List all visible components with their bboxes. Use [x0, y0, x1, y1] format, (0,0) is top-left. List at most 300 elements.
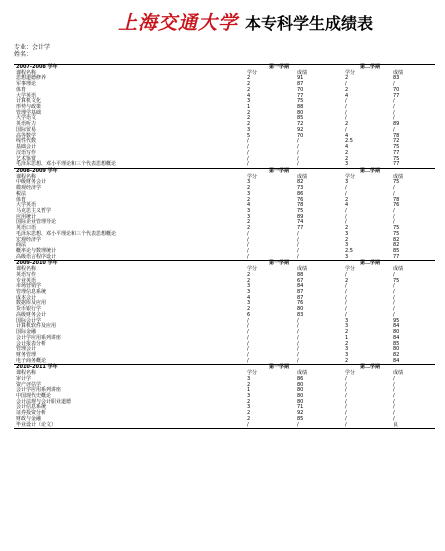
course-name: 管理信息系统: [16, 289, 47, 296]
term1-credit: /: [247, 357, 249, 364]
term2-score: /: [393, 283, 395, 290]
term2-score: /: [393, 375, 395, 382]
term2-score: 良: [393, 421, 399, 428]
score-column-heading: 成绩: [297, 69, 308, 76]
term1-score: /: [297, 317, 299, 324]
term1-credit: /: [247, 253, 249, 260]
term2-credit: /: [345, 109, 347, 116]
term1-credit: /: [247, 351, 249, 358]
term1-credit: /: [247, 149, 249, 156]
course-name: 会计学应用系列讲座: [16, 334, 62, 341]
credit-column-heading: 学分: [247, 370, 258, 377]
term2-score: /: [393, 185, 395, 192]
term2-credit: /: [345, 271, 347, 278]
term1-score: /: [297, 334, 299, 341]
term1-score: 85: [297, 115, 304, 122]
term1-credit: 3: [247, 98, 251, 105]
term1-score: /: [297, 149, 299, 156]
term2-credit: 2: [345, 86, 349, 93]
course-column-heading: 课程名称: [16, 370, 37, 377]
term2-score: 84: [393, 323, 400, 330]
score-column-heading: 成绩: [393, 69, 404, 76]
term1-credit: /: [247, 155, 249, 162]
term1-score: 92: [297, 410, 304, 417]
year-section: [14, 365, 435, 428]
term1-credit: 3: [247, 289, 251, 296]
term2-credit: /: [345, 387, 347, 394]
term1-score: 73: [297, 185, 304, 192]
term1-credit: /: [247, 323, 249, 330]
term2-credit: 4: [345, 202, 349, 209]
course-name: 形势与政策: [16, 104, 42, 111]
course-name: 会计学应用系列讲座: [16, 387, 62, 394]
term1-score: 76: [297, 196, 304, 203]
score-column-heading: 成绩: [297, 266, 308, 273]
course-name: 英语口语: [16, 225, 37, 232]
term2-credit: 2: [345, 75, 349, 82]
term1-score: 70: [297, 132, 304, 139]
term1-credit: 4: [247, 202, 251, 209]
term1-score: 80: [297, 109, 304, 116]
year-section: [14, 169, 435, 262]
course-name: 大学英语: [16, 92, 37, 99]
term1-credit: 5: [247, 132, 251, 139]
term1-score: /: [297, 144, 299, 151]
name-line: 姓名：: [14, 51, 33, 58]
term2-credit: /: [345, 81, 347, 88]
term2-credit: /: [345, 300, 347, 307]
term2-score: 70: [393, 86, 400, 93]
score-column-heading: 成绩: [297, 173, 308, 180]
term1-credit: 6: [247, 311, 251, 318]
term2-score: 85: [393, 340, 400, 347]
term1-credit: 3: [247, 207, 251, 214]
term2-score: 72: [393, 138, 400, 145]
term1-credit: 2: [247, 109, 251, 116]
term2-score: /: [393, 213, 395, 220]
term1-score: /: [297, 161, 299, 168]
term2-score: 76: [393, 202, 400, 209]
course-name: 艺术鉴赏: [16, 155, 37, 162]
term2-credit: 3: [345, 317, 349, 324]
term1-credit: /: [247, 248, 249, 254]
term2-credit: /: [345, 126, 347, 133]
term1-credit: /: [247, 329, 249, 336]
score-column-heading: 成绩: [393, 266, 404, 273]
course-name: 财政与金融: [16, 415, 42, 422]
term2-credit: /: [345, 404, 347, 411]
term2-credit: 3: [345, 253, 349, 260]
term1-credit: 2: [247, 196, 251, 203]
term1-score: 71: [297, 404, 304, 411]
term1-credit: 2: [247, 86, 251, 93]
term2-score: 75: [393, 277, 400, 284]
term2-score: 84: [393, 334, 400, 341]
term2-score: /: [393, 381, 395, 388]
term2-credit: /: [345, 207, 347, 214]
term1-credit: /: [247, 144, 249, 151]
term2-heading: 第二学期: [360, 167, 381, 174]
term1-score: /: [297, 340, 299, 347]
transcript-header: [0, 8, 445, 36]
term1-score: 82: [297, 179, 304, 186]
credit-column-heading: 学分: [345, 370, 356, 377]
term2-credit: /: [345, 311, 347, 318]
term2-credit: /: [345, 294, 347, 301]
term1-credit: 2: [247, 115, 251, 122]
course-name: 市场营销学: [16, 283, 42, 290]
term1-score: 75: [297, 207, 304, 214]
term1-score: /: [297, 351, 299, 358]
page-title: 本专科学生成绩表: [245, 14, 374, 33]
term2-credit: /: [345, 392, 347, 399]
term2-score: 82: [393, 351, 400, 358]
term1-credit: /: [247, 317, 249, 324]
course-name: 数据库及应用: [16, 300, 47, 307]
term2-credit: /: [345, 213, 347, 220]
course-column-heading: 课程名称: [16, 266, 37, 273]
course-name: 英语听力: [16, 121, 37, 128]
term1-score: 88: [297, 104, 304, 111]
term2-score: 89: [393, 121, 400, 128]
term2-heading: 第二学期: [360, 260, 381, 267]
term2-score: 77: [393, 149, 400, 156]
term2-score: /: [393, 415, 395, 422]
term1-credit: /: [247, 161, 249, 168]
term1-credit: 2: [247, 306, 251, 313]
course-name: 计算机文化: [16, 98, 42, 105]
term1-score: /: [297, 242, 299, 249]
course-name: 计算机软件及应用: [16, 323, 57, 330]
score-column-heading: 成绩: [297, 370, 308, 377]
term1-score: /: [297, 253, 299, 260]
academic-year-label: 2010-2011 学年: [16, 364, 58, 371]
term2-score: 77: [393, 92, 400, 99]
major-line: 专业：会计学: [14, 44, 51, 51]
score-column-heading: 成绩: [393, 370, 404, 377]
term2-score: 80: [393, 346, 400, 353]
term1-score: /: [297, 329, 299, 336]
term2-score: /: [393, 126, 395, 133]
term2-score: 84: [393, 357, 400, 364]
term2-credit: 2.5: [345, 138, 353, 145]
term2-credit: 2.5: [345, 248, 353, 254]
term2-score: 83: [393, 75, 400, 82]
term1-score: 80: [297, 381, 304, 388]
term1-score: 74: [297, 219, 304, 226]
term2-heading: 第二学期: [360, 364, 381, 371]
term2-score: /: [393, 311, 395, 318]
term1-score: 80: [297, 392, 304, 399]
course-column-heading: 课程名称: [16, 69, 37, 76]
term1-score: 86: [297, 375, 304, 382]
course-name: 思想道德修养: [16, 75, 47, 82]
course-name: 毕业设计（论文）: [16, 421, 57, 428]
term1-credit: 2: [247, 398, 251, 405]
term1-credit: 3: [247, 283, 251, 290]
term2-credit: 2: [345, 155, 349, 162]
term2-credit: /: [345, 306, 347, 313]
term1-credit: 2: [247, 271, 251, 278]
course-name: 国际贸易: [16, 126, 37, 133]
term2-score: /: [393, 398, 395, 405]
term1-credit: 1: [247, 104, 251, 111]
term2-credit: /: [345, 98, 347, 105]
term2-score: 78: [393, 196, 400, 203]
term1-score: 67: [297, 277, 304, 284]
term1-credit: /: [247, 340, 249, 347]
year-section: [14, 261, 435, 365]
course-name: 资产评估学: [16, 381, 42, 388]
term2-score: 82: [393, 242, 400, 249]
term2-score: /: [393, 392, 395, 399]
university-logo: 上海交通大学: [118, 12, 239, 34]
course-column-heading: 课程名称: [16, 173, 37, 180]
term2-score: /: [393, 207, 395, 214]
course-name: 高等数学: [16, 132, 37, 139]
course-name: 财务管理: [16, 351, 37, 358]
term1-score: 72: [297, 121, 304, 128]
term2-score: 75: [393, 155, 400, 162]
term2-score: /: [393, 306, 395, 313]
term2-credit: /: [345, 115, 347, 122]
term1-score: /: [297, 346, 299, 353]
term2-credit: 2: [345, 196, 349, 203]
term1-credit: 2: [247, 277, 251, 284]
term2-score: 78: [393, 132, 400, 139]
credit-column-heading: 学分: [247, 173, 258, 180]
term1-credit: 3: [247, 179, 251, 186]
term1-score: /: [297, 138, 299, 145]
term1-credit: /: [247, 236, 249, 243]
term1-score: /: [297, 155, 299, 162]
term2-credit: /: [345, 375, 347, 382]
course-name: 应用统计: [16, 213, 37, 220]
term2-score: 75: [393, 230, 400, 237]
term1-score: /: [297, 323, 299, 330]
term2-credit: 3: [345, 242, 349, 249]
term2-credit: /: [345, 190, 347, 197]
term1-credit: 1: [247, 387, 251, 394]
academic-year-label: 2008-2009 学年: [16, 167, 58, 174]
term2-credit: 2: [345, 149, 349, 156]
term1-score: 80: [297, 306, 304, 313]
course-name: 概率论与数理统计: [16, 248, 57, 254]
term2-score: 80: [393, 329, 400, 336]
course-name: 会计报表分析: [16, 340, 47, 347]
term2-credit: 3: [345, 323, 349, 330]
credit-column-heading: 学分: [247, 266, 258, 273]
term1-score: 77: [297, 225, 304, 232]
term2-credit: /: [345, 398, 347, 405]
term1-score: 87: [297, 81, 304, 88]
grades-table: [14, 64, 435, 429]
term1-score: /: [297, 421, 299, 428]
term1-score: 91: [297, 75, 304, 82]
course-name: 大学英语: [16, 202, 37, 209]
term2-credit: 4: [345, 132, 349, 139]
term2-credit: 2: [345, 236, 349, 243]
term2-score: /: [393, 289, 395, 296]
term1-score: 78: [297, 202, 304, 209]
course-name: 会计法规与会计职业道德: [16, 398, 72, 405]
term1-credit: 4: [247, 92, 251, 99]
course-name: 会计信息系统: [16, 404, 47, 411]
student-info: [14, 44, 50, 58]
term1-score: 92: [297, 126, 304, 133]
term1-credit: 2: [247, 75, 251, 82]
course-name: 专业英语: [16, 277, 37, 284]
term2-credit: 2: [345, 340, 349, 347]
term1-score: 87: [297, 289, 304, 296]
term1-score: 88: [297, 271, 304, 278]
term2-credit: 2: [345, 357, 349, 364]
course-name: 基础会计: [16, 144, 37, 151]
academic-year-label: 2009-2010 学年: [16, 260, 58, 267]
term2-credit: /: [345, 415, 347, 422]
term2-score: /: [393, 410, 395, 417]
course-name: 管理会计: [16, 346, 37, 353]
term2-score: /: [393, 271, 395, 278]
course-name: 中国现代史概论: [16, 392, 52, 399]
term2-credit: 4: [345, 144, 349, 151]
term1-credit: /: [247, 138, 249, 145]
term1-credit: /: [247, 421, 249, 428]
term1-score: /: [297, 230, 299, 237]
term2-score: 77: [393, 161, 400, 168]
term1-score: 77: [297, 92, 304, 99]
term2-score: 77: [393, 253, 400, 260]
course-name: 军事理论: [16, 81, 37, 88]
course-name: 高级财务会计: [16, 311, 47, 318]
term2-credit: /: [345, 185, 347, 192]
term2-score: /: [393, 190, 395, 197]
course-name: 国际金融: [16, 329, 37, 336]
term1-credit: 2: [247, 121, 251, 128]
course-name: 高级语言程序设计: [16, 253, 57, 260]
course-name: 国际会计学: [16, 317, 42, 324]
course-name: 商法: [16, 242, 27, 249]
course-name: 大学语文: [16, 115, 37, 122]
term2-credit: /: [345, 381, 347, 388]
term1-score: 76: [297, 300, 304, 307]
course-name: 电子商务概论: [16, 357, 47, 364]
term1-heading: 第一学期: [269, 167, 290, 174]
term1-credit: 4: [247, 294, 251, 301]
course-name: 英语写作: [16, 271, 37, 278]
term2-credit: 3: [345, 179, 349, 186]
term1-score: 87: [297, 294, 304, 301]
credit-column-heading: 学分: [345, 69, 356, 76]
term2-credit: 3: [345, 230, 349, 237]
term1-credit: 2: [247, 81, 251, 88]
course-name: 审计学: [16, 375, 32, 382]
course-name: 证券投资分析: [16, 410, 47, 417]
term1-credit: 3: [247, 404, 251, 411]
credit-column-heading: 学分: [345, 266, 356, 273]
term1-credit: 2: [247, 219, 251, 226]
term1-credit: /: [247, 346, 249, 353]
course-name: 货币银行学: [16, 306, 42, 313]
term2-score: /: [393, 109, 395, 116]
term1-score: 80: [297, 387, 304, 394]
term1-score: 75: [297, 98, 304, 105]
term2-score: 75: [393, 225, 400, 232]
term1-score: 70: [297, 86, 304, 93]
term2-credit: /: [345, 410, 347, 417]
course-name: 管理学基础: [16, 109, 42, 116]
term1-score: 85: [297, 415, 304, 422]
term1-credit: 2: [247, 415, 251, 422]
term1-score: 86: [297, 190, 304, 197]
term1-credit: /: [247, 334, 249, 341]
term2-score: /: [393, 81, 395, 88]
course-name: 体育: [16, 86, 27, 93]
course-name: 中级财务会计: [16, 179, 47, 186]
term1-credit: 2: [247, 185, 251, 192]
table-row: [14, 423, 435, 429]
term1-heading: 第一学期: [269, 64, 290, 70]
term1-credit: 3: [247, 392, 251, 399]
term2-credit: /: [345, 283, 347, 290]
term1-heading: 第一学期: [269, 260, 290, 267]
term2-credit: 3: [345, 346, 349, 353]
course-name: 毛泽东思想、邓小平理论和三个代表思想概论: [16, 161, 117, 168]
course-name: 税法: [16, 190, 27, 197]
term1-credit: /: [247, 230, 249, 237]
term2-credit: 3: [345, 161, 349, 168]
term2-credit: 2: [345, 121, 349, 128]
term1-score: /: [297, 248, 299, 254]
course-name: 宏观经济学: [16, 236, 42, 243]
term2-credit: /: [345, 289, 347, 296]
term1-score: 83: [297, 311, 304, 318]
term1-score: /: [297, 236, 299, 243]
term1-credit: 2: [247, 410, 251, 417]
term2-credit: 4: [345, 92, 349, 99]
term1-credit: 3: [247, 126, 251, 133]
credit-column-heading: 学分: [345, 173, 356, 180]
term2-credit: 1: [345, 334, 349, 341]
year-section: [14, 65, 435, 169]
term2-score: /: [393, 294, 395, 301]
term2-score: /: [393, 219, 395, 226]
term1-heading: 第一学期: [269, 364, 290, 371]
term1-credit: 2: [247, 381, 251, 388]
course-name: 马克思主义哲学: [16, 207, 52, 214]
term1-credit: 2: [247, 225, 251, 232]
credit-column-heading: 学分: [247, 69, 258, 76]
term2-heading: 第二学期: [360, 64, 381, 70]
term1-score: /: [297, 357, 299, 364]
term1-credit: 3: [247, 213, 251, 220]
course-name: 成本会计: [16, 294, 37, 301]
term2-credit: /: [345, 421, 347, 428]
term1-credit: /: [247, 242, 249, 249]
term1-score: 80: [297, 398, 304, 405]
term2-score: 75: [393, 144, 400, 151]
term2-score: /: [393, 300, 395, 307]
term2-credit: /: [345, 104, 347, 111]
course-name: 毛泽东思想、邓小平理论和三个代表思想概论: [16, 230, 117, 237]
term1-credit: 3: [247, 190, 251, 197]
term2-credit: 2: [345, 225, 349, 232]
term1-credit: 3: [247, 300, 251, 307]
term2-score: 95: [393, 317, 400, 324]
term2-score: 75: [393, 179, 400, 186]
term2-credit: 2: [345, 277, 349, 284]
term2-score: 82: [393, 236, 400, 243]
